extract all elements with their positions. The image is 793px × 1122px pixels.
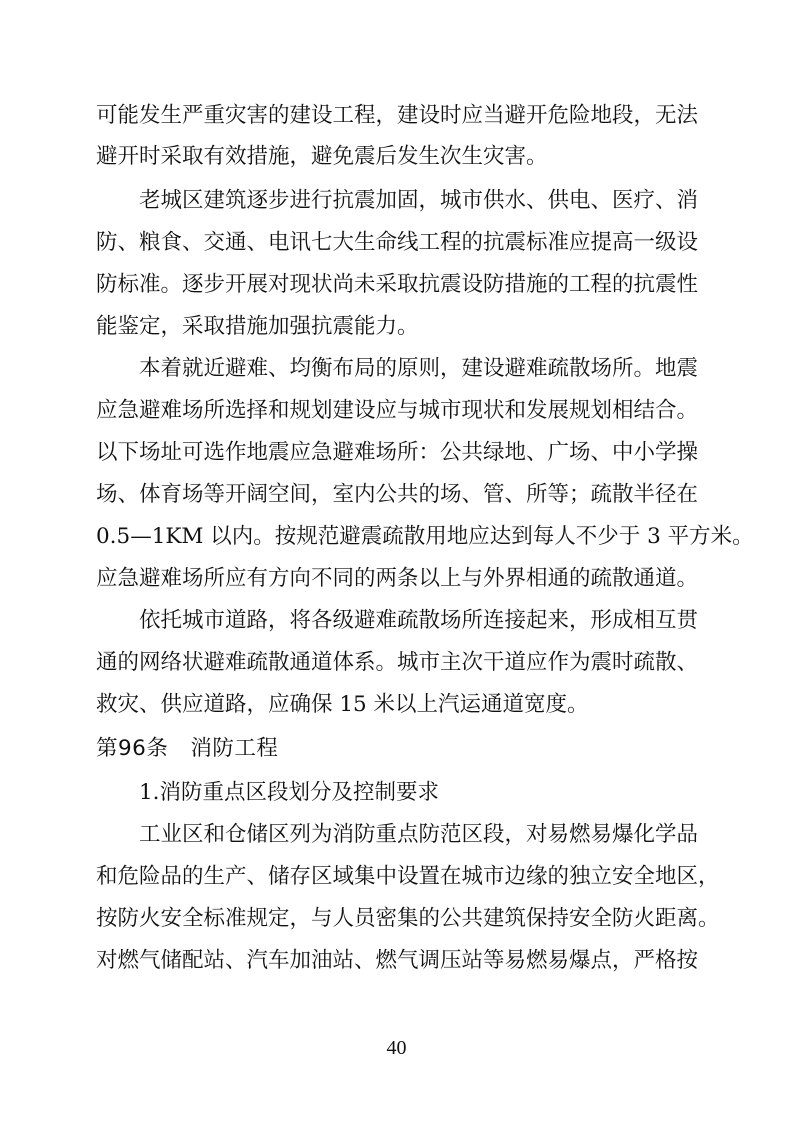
text-line: 避开时采取有效措施，避免震后发生次生灾害。 xyxy=(96,144,548,169)
text-line: 防、粮食、交通、电讯七大生命线工程的抗震标准应提高一级设 xyxy=(96,230,699,255)
text-line: 场、体育场等开阔空间，室内公共的场、管、所等；疏散半径在 xyxy=(96,482,699,507)
text-line: 和危险品的生产、储存区域集中设置在城市边缘的独立安全地区， xyxy=(96,864,720,889)
text-line: 通的网络状避难疏散通道体系。城市主次干道应作为震时疏散、 xyxy=(96,650,699,675)
text-line: 按防火安全标准规定，与人员密集的公共建筑保持安全防火距离。 xyxy=(96,906,720,931)
page-number: 40 xyxy=(386,1037,407,1059)
text-line: 可能发生严重灾害的建设工程，建设时应当避开危险地段，无法 xyxy=(96,103,699,128)
text-line: 以下场址可选作地震应急避难场所：公共绿地、广场、中小学操 xyxy=(96,440,699,465)
section-heading: 第96条 消防工程 xyxy=(96,736,279,761)
text-line: 0.5—1KM 以内。按规范避震疏散用地应达到每人不少于 3 平方米。 xyxy=(96,524,754,549)
text-line: 工业区和仓储区列为消防重点防范区段，对易燃易爆化学品 xyxy=(139,822,699,847)
text-line: 应急避难场所选择和规划建设应与城市现状和发展规划相结合。 xyxy=(96,398,699,423)
text-line: 应急避难场所应有方向不同的两条以上与外界相通的疏散通道。 xyxy=(96,566,699,591)
text-line: 防标准。逐步开展对现状尚未采取抗震设防措施的工程的抗震性 xyxy=(96,272,699,297)
text-line: 救灾、供应道路，应确保 15 米以上汽运通道宽度。 xyxy=(96,692,589,717)
text-line: 能鉴定，采取措施加强抗震能力。 xyxy=(96,314,419,339)
subsection-heading: 1.消防重点区段划分及控制要求 xyxy=(139,780,440,805)
text-line: 老城区建筑逐步进行抗震加固，城市供水、供电、医疗、消 xyxy=(139,188,699,213)
text-line: 对燃气储配站、汽车加油站、燃气调压站等易燃易爆点，严格按 xyxy=(96,948,699,973)
text-line: 依托城市道路，将各级避难疏散场所连接起来，形成相互贯 xyxy=(139,608,699,633)
text-line: 本着就近避难、均衡布局的原则，建设避难疏散场所。地震 xyxy=(139,356,699,381)
